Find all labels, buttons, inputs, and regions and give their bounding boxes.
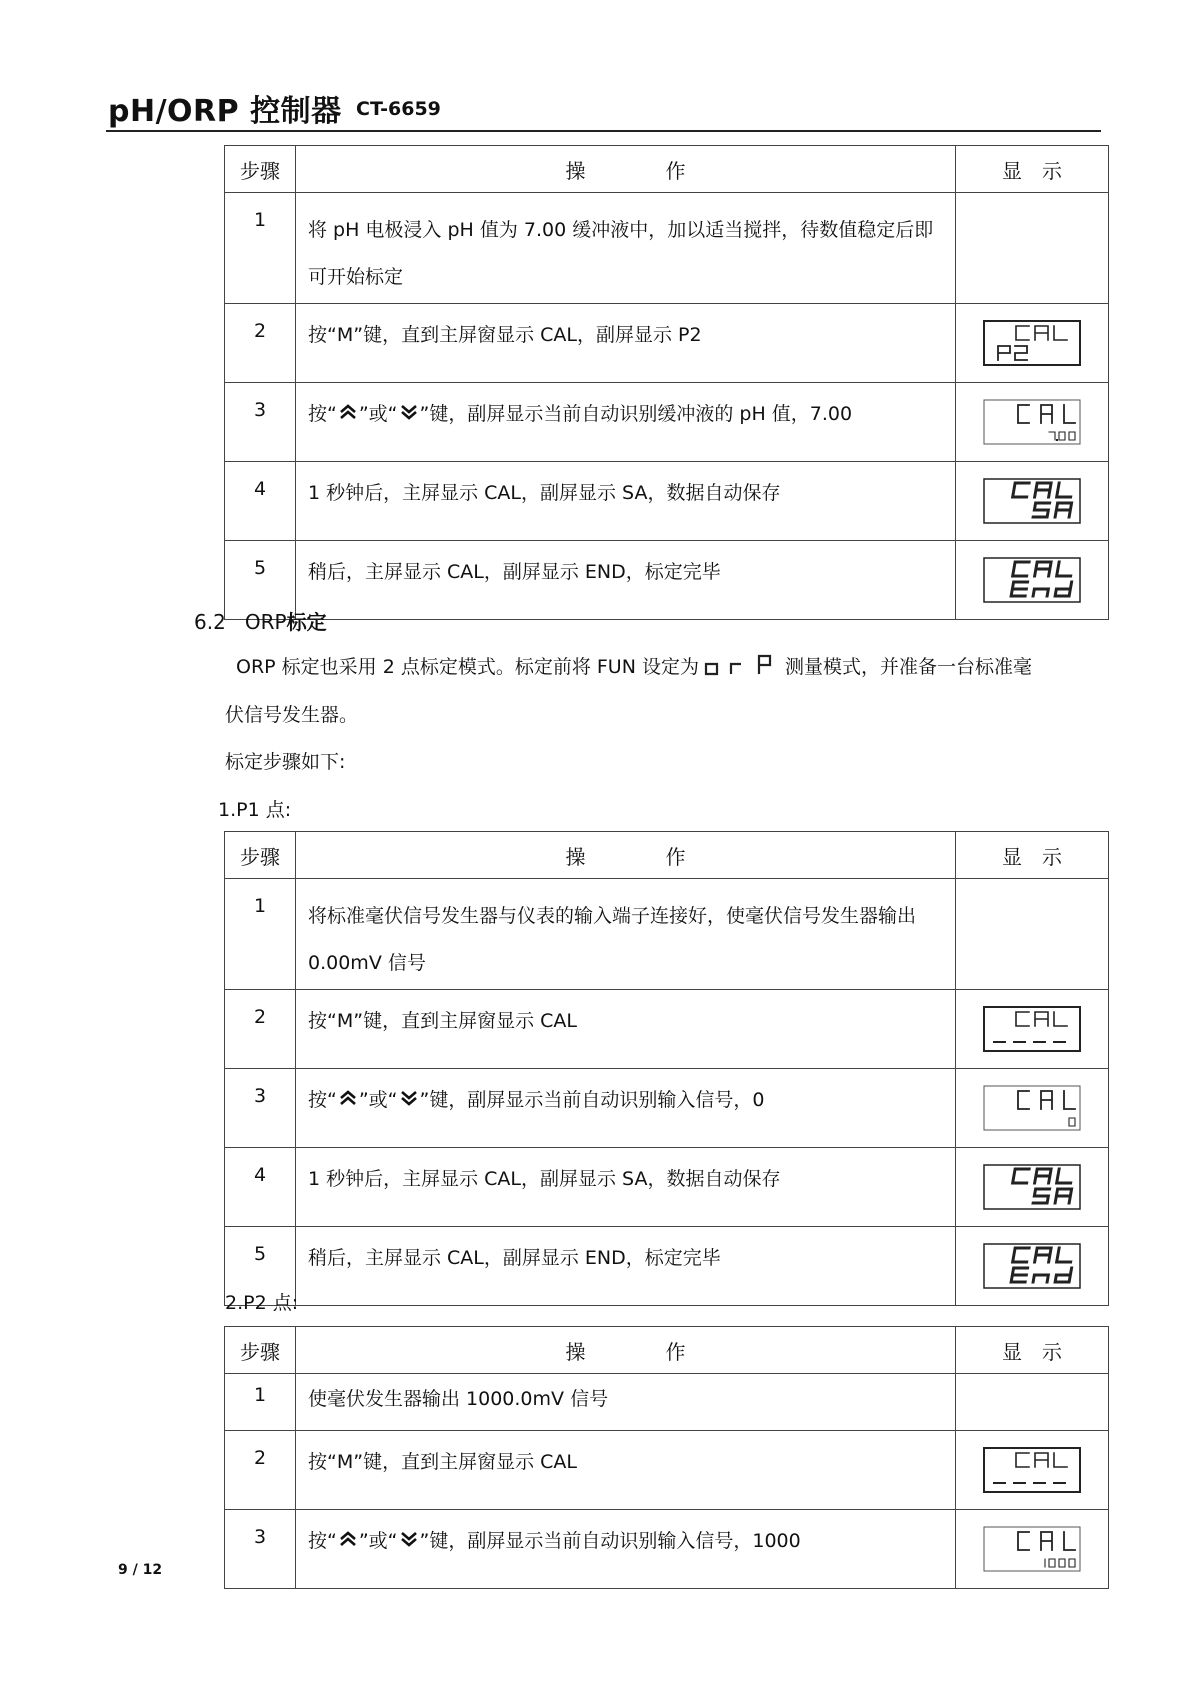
- document-title: pH/ORP 控制器: [108, 94, 342, 129]
- lcd-display-icon: [983, 1006, 1081, 1052]
- lcd-display-icon: [983, 1085, 1081, 1131]
- table-row: [225, 1148, 1109, 1227]
- table-row: [225, 462, 1109, 541]
- step-number: 2: [225, 1431, 296, 1510]
- p2-label: 2.P2 点:: [225, 1292, 299, 1314]
- orp-intro-line3: 标定步骤如下:: [225, 751, 346, 773]
- orp-intro-line2: 伏信号发生器。: [225, 704, 359, 726]
- lcd-display-icon: [983, 1526, 1081, 1572]
- table-row: [225, 304, 1109, 383]
- orp-mode-lcd-icon: [703, 653, 775, 682]
- step-display-empty: [956, 1374, 1109, 1431]
- table-row: [225, 1510, 1109, 1589]
- step-operation: 按“ ”或“ ”键，副屏显示当前自动识别输入信号，0: [296, 1069, 956, 1148]
- table-header-row: [225, 146, 1109, 193]
- header-display: 显 示: [956, 832, 1109, 879]
- step-number: 2: [225, 990, 296, 1069]
- lcd-display-icon: [983, 1164, 1081, 1210]
- table-row: [225, 1069, 1109, 1148]
- header-operation: 操 作: [296, 832, 956, 879]
- step-display-empty: [956, 193, 1109, 304]
- section-heading: 6.2 ORP标定: [194, 610, 327, 634]
- lcd-display-icon: [983, 478, 1081, 524]
- table-row: [225, 879, 1109, 990]
- orp-p2-table: [224, 1326, 1109, 1589]
- header-display: 显 示: [956, 146, 1109, 193]
- lcd-display-icon: [983, 1243, 1081, 1289]
- double-chevron-up-icon: [338, 1530, 358, 1553]
- step-number: 1: [225, 193, 296, 304]
- step-number: 3: [225, 383, 296, 462]
- double-chevron-down-icon: [399, 1089, 419, 1112]
- step-operation: 按“ ”或“ ”键，副屏显示当前自动识别缓冲液的 pH 值，7.00: [296, 383, 956, 462]
- double-chevron-down-icon: [399, 403, 419, 426]
- step-operation: 将 pH 电极浸入 pH 值为 7.00 缓冲液中，加以适当搅拌，待数值稳定后即可开始标定: [296, 193, 956, 304]
- table-row: [225, 193, 1109, 304]
- step-number: 4: [225, 1148, 296, 1227]
- model-number: CT-6659: [356, 98, 441, 120]
- header-step: 步骤: [225, 832, 296, 879]
- step-number: 3: [225, 1510, 296, 1589]
- lcd-display-icon: [983, 557, 1081, 603]
- double-chevron-up-icon: [338, 403, 358, 426]
- lcd-display-icon: [983, 320, 1081, 366]
- header-operation: 操 作: [296, 1327, 956, 1374]
- lcd-display-icon: [983, 399, 1081, 445]
- lcd-display-icon: [983, 1447, 1081, 1493]
- table-row: [225, 1374, 1109, 1431]
- table-header-row: [225, 832, 1109, 879]
- table-row: [225, 383, 1109, 462]
- step-operation: 使毫伏发生器输出 1000.0mV 信号: [296, 1374, 956, 1431]
- step-number: 5: [225, 1227, 296, 1306]
- step-operation: 按“M”键，直到主屏窗显示 CAL，副屏显示 P2: [296, 304, 956, 383]
- step-operation: 1 秒钟后，主屏显示 CAL，副屏显示 SA，数据自动保存: [296, 462, 956, 541]
- step-operation: 按“ ”或“ ”键，副屏显示当前自动识别输入信号，1000: [296, 1510, 956, 1589]
- table-row: [225, 541, 1109, 620]
- step-operation: 稍后，主屏显示 CAL，副屏显示 END，标定完毕: [296, 1227, 956, 1306]
- header-step: 步骤: [225, 1327, 296, 1374]
- ph-calibration-table: [224, 145, 1109, 620]
- step-display-empty: [956, 879, 1109, 990]
- p1-label: 1.P1 点:: [218, 799, 292, 821]
- step-number: 3: [225, 1069, 296, 1148]
- table-row: [225, 990, 1109, 1069]
- double-chevron-up-icon: [338, 1089, 358, 1112]
- table-row: [225, 1227, 1109, 1306]
- header-step: 步骤: [225, 146, 296, 193]
- header-operation: 操 作: [296, 146, 956, 193]
- header-display: 显 示: [956, 1327, 1109, 1374]
- orp-p1-table: [224, 831, 1109, 1306]
- step-operation: 稍后，主屏显示 CAL，副屏显示 END，标定完毕: [296, 541, 956, 620]
- step-number: 1: [225, 879, 296, 990]
- step-operation: 按“M”键，直到主屏窗显示 CAL: [296, 990, 956, 1069]
- step-number: 2: [225, 304, 296, 383]
- step-operation: 1 秒钟后，主屏显示 CAL，副屏显示 SA，数据自动保存: [296, 1148, 956, 1227]
- page-number: 9 / 12: [118, 1562, 163, 1578]
- step-number: 4: [225, 462, 296, 541]
- page-header: [106, 84, 1101, 132]
- step-number: 1: [225, 1374, 296, 1431]
- step-number: 5: [225, 541, 296, 620]
- step-operation: 按“M”键，直到主屏窗显示 CAL: [296, 1431, 956, 1510]
- table-header-row: [225, 1327, 1109, 1374]
- orp-intro-line1: ORP 标定也采用 2 点标定模式。标定前将 FUN 设定为 测量模式，并准备一台标准毫: [236, 652, 1032, 682]
- double-chevron-down-icon: [399, 1530, 419, 1553]
- step-operation: 将标准毫伏信号发生器与仪表的输入端子连接好，使毫伏信号发生器输出 0.00mV 信号: [296, 879, 956, 990]
- table-row: [225, 1431, 1109, 1510]
